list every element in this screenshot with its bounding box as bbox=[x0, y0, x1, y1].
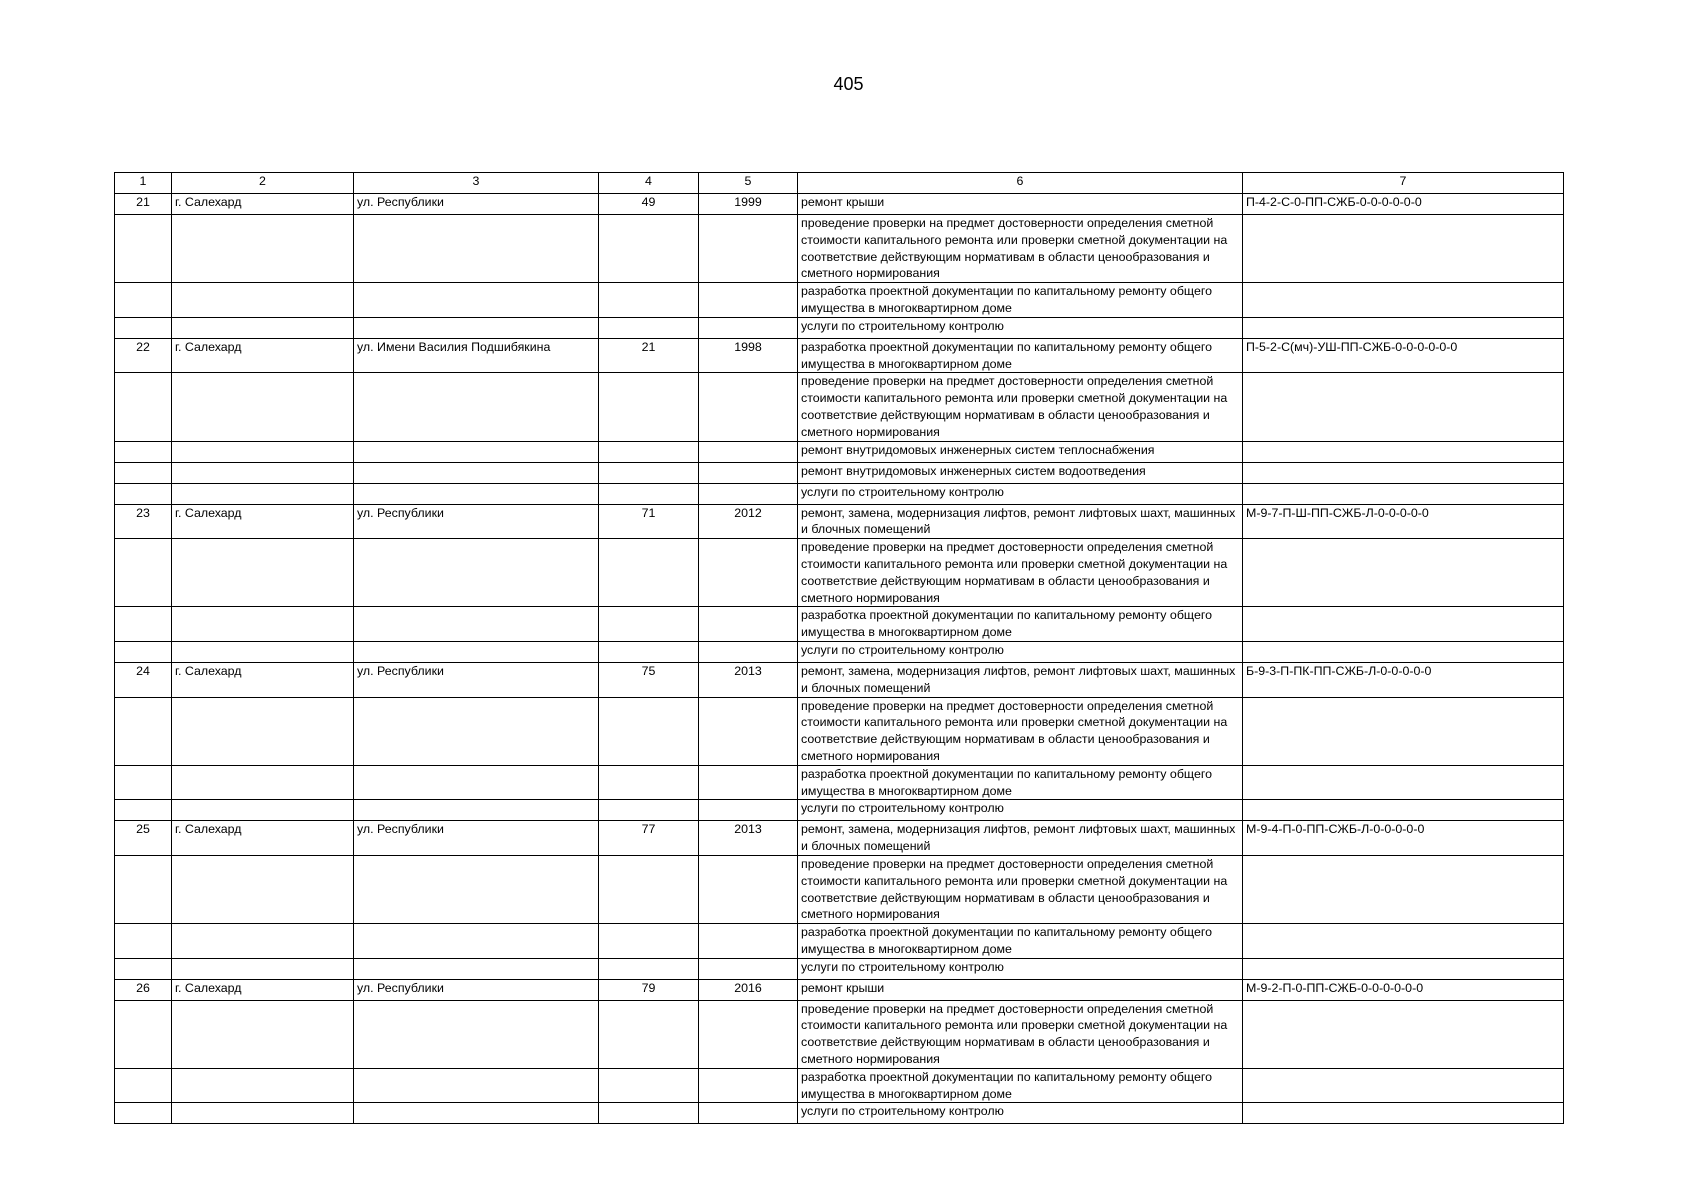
table-body bbox=[115, 194, 1564, 1124]
table-row bbox=[115, 855, 1564, 923]
building-code-cell bbox=[1243, 215, 1564, 283]
building-code-cell bbox=[1243, 924, 1564, 959]
object-number-cell: 25 bbox=[115, 821, 172, 856]
header-col-6: 6 bbox=[798, 173, 1243, 194]
object-number-cell bbox=[115, 1103, 172, 1124]
object-number-cell bbox=[115, 800, 172, 821]
building-code-cell bbox=[1243, 317, 1564, 338]
object-number-cell: 22 bbox=[115, 338, 172, 373]
building-code-cell: П-5-2-С(мч)-УШ-ПП-СЖБ-0-0-0-0-0-0 bbox=[1243, 338, 1564, 373]
table-row bbox=[115, 1068, 1564, 1103]
city-cell bbox=[172, 1000, 354, 1068]
building-code-cell bbox=[1243, 441, 1564, 462]
work-type-cell: проведение проверки на предмет достоверности определения сметной стоимости капитального ремонта или проверки сметной документации на соответствие действующим нормативам в области ценообразования и сметного нормирования bbox=[798, 215, 1243, 283]
year-cell: 2012 bbox=[699, 504, 798, 539]
header-col-2: 2 bbox=[172, 173, 354, 194]
street-cell bbox=[354, 697, 599, 765]
building-code-cell bbox=[1243, 1068, 1564, 1103]
city-cell bbox=[172, 607, 354, 642]
object-number-cell bbox=[115, 855, 172, 923]
table-row bbox=[115, 765, 1564, 800]
work-type-cell: услуги по строительному контролю bbox=[798, 483, 1243, 504]
work-type-cell: разработка проектной документации по капитальному ремонту общего имущества в многоквартирном доме bbox=[798, 1068, 1243, 1103]
year-cell bbox=[699, 800, 798, 821]
house-number-cell bbox=[599, 641, 699, 662]
street-cell bbox=[354, 317, 599, 338]
year-cell bbox=[699, 1068, 798, 1103]
year-cell: 2013 bbox=[699, 662, 798, 697]
year-cell bbox=[699, 283, 798, 318]
building-code-cell: Б-9-3-П-ПК-ПП-СЖБ-Л-0-0-0-0-0 bbox=[1243, 662, 1564, 697]
building-code-cell bbox=[1243, 958, 1564, 979]
table-row bbox=[115, 607, 1564, 642]
header-row bbox=[115, 173, 1564, 194]
city-cell: г. Салехард bbox=[172, 821, 354, 856]
object-number-cell bbox=[115, 539, 172, 607]
street-cell bbox=[354, 462, 599, 483]
table-row bbox=[115, 1103, 1564, 1124]
house-number-cell bbox=[599, 215, 699, 283]
object-number-cell bbox=[115, 215, 172, 283]
table-row bbox=[115, 924, 1564, 959]
street-cell bbox=[354, 641, 599, 662]
city-cell bbox=[172, 697, 354, 765]
building-code-cell bbox=[1243, 855, 1564, 923]
object-number-cell bbox=[115, 283, 172, 318]
year-cell bbox=[699, 317, 798, 338]
work-type-cell: разработка проектной документации по капитальному ремонту общего имущества в многоквартирном доме bbox=[798, 765, 1243, 800]
city-cell bbox=[172, 462, 354, 483]
work-type-cell: проведение проверки на предмет достоверности определения сметной стоимости капитального ремонта или проверки сметной документации на соответствие действующим нормативам в области ценообразования и сметного нормирования bbox=[798, 373, 1243, 441]
year-cell bbox=[699, 924, 798, 959]
table-row bbox=[115, 958, 1564, 979]
street-cell: ул. Имени Василия Подшибякина bbox=[354, 338, 599, 373]
street-cell bbox=[354, 539, 599, 607]
object-number-cell bbox=[115, 641, 172, 662]
street-cell: ул. Республики bbox=[354, 662, 599, 697]
street-cell bbox=[354, 855, 599, 923]
year-cell bbox=[699, 462, 798, 483]
object-number-cell bbox=[115, 373, 172, 441]
object-number-cell: 26 bbox=[115, 979, 172, 1000]
street-cell bbox=[354, 924, 599, 959]
building-code-cell: П-4-2-С-0-ПП-СЖБ-0-0-0-0-0-0 bbox=[1243, 194, 1564, 215]
house-number-cell bbox=[599, 765, 699, 800]
year-cell bbox=[699, 1000, 798, 1068]
table-row bbox=[115, 697, 1564, 765]
object-number-cell bbox=[115, 924, 172, 959]
table-row bbox=[115, 504, 1564, 539]
object-number-cell bbox=[115, 483, 172, 504]
year-cell bbox=[699, 958, 798, 979]
table-row bbox=[115, 539, 1564, 607]
building-code-cell: М-9-7-П-Ш-ПП-СЖБ-Л-0-0-0-0-0 bbox=[1243, 504, 1564, 539]
street-cell: ул. Республики bbox=[354, 504, 599, 539]
object-number-cell bbox=[115, 1068, 172, 1103]
year-cell bbox=[699, 483, 798, 504]
house-number-cell: 71 bbox=[599, 504, 699, 539]
house-number-cell: 49 bbox=[599, 194, 699, 215]
year-cell bbox=[699, 607, 798, 642]
house-number-cell bbox=[599, 607, 699, 642]
work-type-cell: услуги по строительному контролю bbox=[798, 317, 1243, 338]
house-number-cell bbox=[599, 462, 699, 483]
year-cell: 2016 bbox=[699, 979, 798, 1000]
city-cell bbox=[172, 924, 354, 959]
year-cell bbox=[699, 641, 798, 662]
repair-program-table bbox=[114, 172, 1564, 1124]
table-row bbox=[115, 215, 1564, 283]
object-number-cell: 21 bbox=[115, 194, 172, 215]
street-cell bbox=[354, 1103, 599, 1124]
header-col-7: 7 bbox=[1243, 173, 1564, 194]
page-number: 405 bbox=[833, 74, 864, 94]
street-cell: ул. Республики bbox=[354, 821, 599, 856]
header-col-3: 3 bbox=[354, 173, 599, 194]
house-number-cell bbox=[599, 1068, 699, 1103]
header-col-1: 1 bbox=[115, 173, 172, 194]
year-cell bbox=[699, 765, 798, 800]
city-cell bbox=[172, 441, 354, 462]
work-type-cell: проведение проверки на предмет достоверности определения сметной стоимости капитального ремонта или проверки сметной документации на соответствие действующим нормативам в области ценообразования и сметного нормирования bbox=[798, 1000, 1243, 1068]
city-cell: г. Салехард bbox=[172, 194, 354, 215]
house-number-cell: 75 bbox=[599, 662, 699, 697]
work-type-cell: услуги по строительному контролю bbox=[798, 641, 1243, 662]
table-row bbox=[115, 317, 1564, 338]
street-cell bbox=[354, 958, 599, 979]
street-cell bbox=[354, 215, 599, 283]
house-number-cell: 79 bbox=[599, 979, 699, 1000]
city-cell bbox=[172, 539, 354, 607]
work-type-cell: разработка проектной документации по капитальному ремонту общего имущества в многоквартирном доме bbox=[798, 924, 1243, 959]
city-cell bbox=[172, 483, 354, 504]
house-number-cell bbox=[599, 855, 699, 923]
building-code-cell bbox=[1243, 373, 1564, 441]
year-cell bbox=[699, 697, 798, 765]
street-cell bbox=[354, 765, 599, 800]
table-row bbox=[115, 641, 1564, 662]
building-code-cell bbox=[1243, 765, 1564, 800]
work-type-cell: проведение проверки на предмет достоверности определения сметной стоимости капитального ремонта или проверки сметной документации на соответствие действующим нормативам в области ценообразования и сметного нормирования bbox=[798, 855, 1243, 923]
object-number-cell: 23 bbox=[115, 504, 172, 539]
city-cell bbox=[172, 215, 354, 283]
work-type-cell: проведение проверки на предмет достоверности определения сметной стоимости капитального ремонта или проверки сметной документации на соответствие действующим нормативам в области ценообразования и сметного нормирования bbox=[798, 539, 1243, 607]
table-row bbox=[115, 1000, 1564, 1068]
year-cell: 1999 bbox=[699, 194, 798, 215]
year-cell bbox=[699, 1103, 798, 1124]
object-number-cell bbox=[115, 1000, 172, 1068]
building-code-cell: М-9-4-П-0-ПП-СЖБ-Л-0-0-0-0-0 bbox=[1243, 821, 1564, 856]
city-cell bbox=[172, 958, 354, 979]
work-type-cell: ремонт, замена, модернизация лифтов, ремонт лифтовых шахт, машинных и блочных помещений bbox=[798, 821, 1243, 856]
object-number-cell bbox=[115, 765, 172, 800]
city-cell bbox=[172, 373, 354, 441]
building-code-cell bbox=[1243, 483, 1564, 504]
house-number-cell bbox=[599, 317, 699, 338]
object-number-cell bbox=[115, 317, 172, 338]
city-cell bbox=[172, 641, 354, 662]
work-type-cell: ремонт крыши bbox=[798, 194, 1243, 215]
city-cell bbox=[172, 1068, 354, 1103]
work-type-cell: разработка проектной документации по капитальному ремонту общего имущества в многоквартирном доме bbox=[798, 607, 1243, 642]
header-col-4: 4 bbox=[599, 173, 699, 194]
building-code-cell bbox=[1243, 1103, 1564, 1124]
house-number-cell bbox=[599, 373, 699, 441]
city-cell: г. Салехард bbox=[172, 979, 354, 1000]
table-row bbox=[115, 462, 1564, 483]
city-cell: г. Салехард bbox=[172, 338, 354, 373]
building-code-cell bbox=[1243, 607, 1564, 642]
year-cell bbox=[699, 373, 798, 441]
building-code-cell bbox=[1243, 283, 1564, 318]
object-number-cell bbox=[115, 441, 172, 462]
house-number-cell: 77 bbox=[599, 821, 699, 856]
work-type-cell: ремонт внутридомовых инженерных систем теплоснабжения bbox=[798, 441, 1243, 462]
year-cell: 1998 bbox=[699, 338, 798, 373]
street-cell bbox=[354, 373, 599, 441]
work-type-cell: услуги по строительному контролю bbox=[798, 800, 1243, 821]
building-code-cell bbox=[1243, 800, 1564, 821]
table-row bbox=[115, 800, 1564, 821]
house-number-cell bbox=[599, 1103, 699, 1124]
object-number-cell bbox=[115, 697, 172, 765]
building-code-cell: М-9-2-П-0-ПП-СЖБ-0-0-0-0-0-0 bbox=[1243, 979, 1564, 1000]
table-row bbox=[115, 283, 1564, 318]
city-cell bbox=[172, 765, 354, 800]
table-row bbox=[115, 979, 1564, 1000]
work-type-cell: ремонт, замена, модернизация лифтов, ремонт лифтовых шахт, машинных и блочных помещений bbox=[798, 504, 1243, 539]
street-cell bbox=[354, 1000, 599, 1068]
header-col-5: 5 bbox=[699, 173, 798, 194]
table-row bbox=[115, 338, 1564, 373]
building-code-cell bbox=[1243, 641, 1564, 662]
year-cell bbox=[699, 539, 798, 607]
work-type-cell: ремонт, замена, модернизация лифтов, ремонт лифтовых шахт, машинных и блочных помещений bbox=[798, 662, 1243, 697]
street-cell: ул. Республики bbox=[354, 194, 599, 215]
work-type-cell: услуги по строительному контролю bbox=[798, 1103, 1243, 1124]
house-number-cell bbox=[599, 1000, 699, 1068]
street-cell bbox=[354, 283, 599, 318]
house-number-cell: 21 bbox=[599, 338, 699, 373]
object-number-cell bbox=[115, 958, 172, 979]
building-code-cell bbox=[1243, 1000, 1564, 1068]
table-row bbox=[115, 373, 1564, 441]
year-cell bbox=[699, 855, 798, 923]
table-row bbox=[115, 441, 1564, 462]
street-cell bbox=[354, 607, 599, 642]
table-header bbox=[115, 173, 1564, 194]
house-number-cell bbox=[599, 283, 699, 318]
building-code-cell bbox=[1243, 462, 1564, 483]
house-number-cell bbox=[599, 697, 699, 765]
year-cell bbox=[699, 215, 798, 283]
city-cell bbox=[172, 855, 354, 923]
city-cell: г. Салехард bbox=[172, 662, 354, 697]
house-number-cell bbox=[599, 958, 699, 979]
object-number-cell bbox=[115, 462, 172, 483]
city-cell bbox=[172, 317, 354, 338]
building-code-cell bbox=[1243, 539, 1564, 607]
table-row bbox=[115, 821, 1564, 856]
street-cell bbox=[354, 441, 599, 462]
object-number-cell: 24 bbox=[115, 662, 172, 697]
work-type-cell: проведение проверки на предмет достоверности определения сметной стоимости капитального ремонта или проверки сметной документации на соответствие действующим нормативам в области ценообразования и сметного нормирования bbox=[798, 697, 1243, 765]
table-row bbox=[115, 662, 1564, 697]
street-cell bbox=[354, 800, 599, 821]
house-number-cell bbox=[599, 800, 699, 821]
city-cell bbox=[172, 800, 354, 821]
work-type-cell: разработка проектной документации по капитальному ремонту общего имущества в многоквартирном доме bbox=[798, 283, 1243, 318]
year-cell bbox=[699, 441, 798, 462]
street-cell: ул. Республики bbox=[354, 979, 599, 1000]
year-cell: 2013 bbox=[699, 821, 798, 856]
city-cell bbox=[172, 1103, 354, 1124]
work-type-cell: услуги по строительному контролю bbox=[798, 958, 1243, 979]
building-code-cell bbox=[1243, 697, 1564, 765]
house-number-cell bbox=[599, 483, 699, 504]
street-cell bbox=[354, 483, 599, 504]
house-number-cell bbox=[599, 539, 699, 607]
work-type-cell: ремонт крыши bbox=[798, 979, 1243, 1000]
work-type-cell: разработка проектной документации по капитальному ремонту общего имущества в многоквартирном доме bbox=[798, 338, 1243, 373]
object-number-cell bbox=[115, 607, 172, 642]
house-number-cell bbox=[599, 924, 699, 959]
street-cell bbox=[354, 1068, 599, 1103]
city-cell bbox=[172, 283, 354, 318]
house-number-cell bbox=[599, 441, 699, 462]
table-row bbox=[115, 483, 1564, 504]
work-type-cell: ремонт внутридомовых инженерных систем водоотведения bbox=[798, 462, 1243, 483]
table-row bbox=[115, 194, 1564, 215]
city-cell: г. Салехард bbox=[172, 504, 354, 539]
